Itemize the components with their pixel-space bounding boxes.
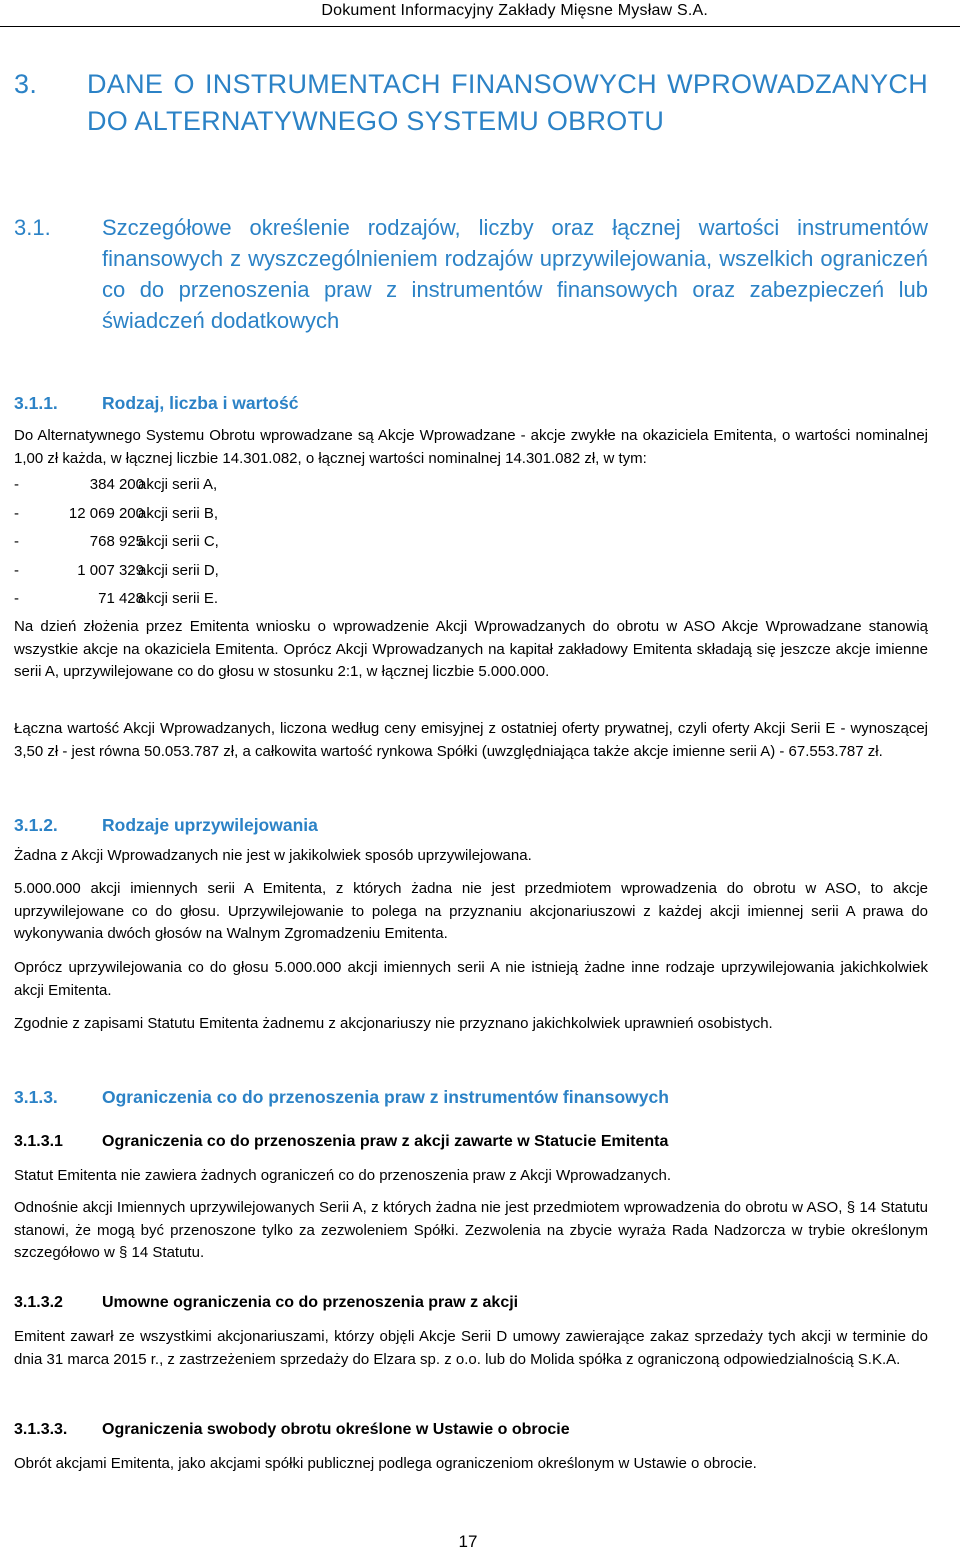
heading-title: Ograniczenia co do przenoszenia praw z instrumentów finansowych [102, 1087, 669, 1107]
heading-title: Rodzaj, liczba i wartość [102, 393, 299, 413]
share-series-label: akcji serii E. [138, 590, 219, 607]
section-title: DANE O INSTRUMENTACH FINANSOWYCH WPROWADZANYCH DO ALTERNATYWNEGO SYSTEMU OBROTU [87, 69, 928, 136]
share-count: 12 069 200 [68, 504, 144, 522]
share-count: 1 007 329 [77, 561, 144, 579]
heading-title: Umowne ograniczenia co do przenoszenia praw z akcji [102, 1294, 519, 1311]
share-series-label: akcji serii D, [138, 561, 219, 579]
subsection-title: Szczegółowe określenie rodzajów, liczby oraz łącznej wartości instrumentów finansowych z wyszczególnieniem rodzajów uprzywilejowania, wszelkich ograniczeń co do przenoszenia praw z instrumentów finansowych oraz zabezpieczeń lub świadczeń dodatkowych [102, 215, 928, 333]
paragraph: Emitent zawarł ze wszystkimi akcjonariuszami, którzy objęli Akcje Serii D umowy zawierające zakaz sprzedaży tych akcji w terminie do dnia 31 marca 2015 r., z zastrzeżeniem sprzedaży do Elzara sp. z o.o. lub do Molida spółka z ograniczoną odpowiedzialnością S.K.A. [14, 1328, 928, 1368]
section-number: 3. [14, 69, 38, 99]
share-series-list [14, 474, 514, 617]
list-item [14, 588, 514, 617]
paragraph: Statut Emitenta nie zawiera żadnych ograniczeń co do przenoszenia praw z Akcji Wprowadzanych. [14, 1167, 672, 1184]
share-count: 71 428 [98, 590, 144, 607]
share-count: 384 200 [89, 476, 144, 493]
list-item [14, 503, 514, 532]
list-item [14, 531, 514, 560]
list-dash: - [14, 590, 19, 607]
paragraph: Łączna wartość Akcji Wprowadzanych, liczona według ceny emisyjnej z ostatniej oferty prywatnej, czyli oferty Akcji Serii E - wynoszącej 3,50 zł - jest równa 50.053.787 zł, a całkowita wartość rynkowa Spółki (uwzględniająca także akcje imienne serii A) - 67.553.787 zł. [14, 720, 928, 760]
list-dash: - [14, 561, 19, 579]
heading-3-1-3 [14, 1085, 928, 1109]
list-item [14, 560, 514, 589]
heading-3-1-3-3 [14, 1419, 928, 1441]
heading-number: 3.1.1. [14, 393, 58, 413]
share-count: 768 925 [89, 533, 144, 550]
paragraph: Na dzień złożenia przez Emitenta wniosku o wprowadzenie Akcji Wprowadzanych do obrotu w ASO Akcje Wprowadzane stanowią wszystkie akcje na okaziciela Emitenta. Oprócz Akcji Wprowadzanych na kapitał zakładowy Emitenta składają się jeszcze akcje imienne serii A, uprzywilejowane co do głosu w stosunku 2:1, w łącznej liczbie 5.000.000. [14, 618, 928, 681]
heading-number: 3.1.2. [14, 815, 58, 835]
heading-3-1-3-1 [14, 1131, 928, 1153]
list-dash: - [14, 504, 19, 522]
paragraph: Żadna z Akcji Wprowadzanych nie jest w jakikolwiek sposób uprzywilejowana. [14, 847, 532, 864]
heading-number: 3.1.3.3. [14, 1421, 68, 1438]
section-heading [14, 66, 928, 140]
heading-3-1-1 [14, 391, 928, 415]
heading-title: Rodzaje uprzywilejowania [102, 815, 318, 835]
paragraph-intro: Do Alternatywnego Systemu Obrotu wprowadzane są Akcje Wprowadzane - akcje zwykłe na okaziciela Emitenta, o wartości nominalnej 1,00 zł każda, w łącznej liczbie 14.301.082, o łącznej wartości nominalnej 14.301.082 zł, w tym: [14, 427, 928, 467]
subsection-heading [14, 212, 928, 336]
share-series-label: akcji serii A, [138, 476, 218, 493]
header-rule [0, 26, 960, 27]
heading-3-1-3-2 [14, 1292, 928, 1314]
subsection-number: 3.1. [14, 215, 51, 240]
share-series-label: akcji serii C, [138, 533, 219, 550]
paragraph: 5.000.000 akcji imiennych serii A Emitenta, z których żadna nie jest przedmiotem wprowadzenia do obrotu w ASO, to akcje uprzywilejowane co do głosu. Uprzywilejowanie to polega na przyznaniu akcjonariuszowi z każdej akcji imiennej serii A prawa do wykonywania dwóch głosów na Walnym Zgromadzeniu Emitenta. [14, 880, 928, 943]
list-dash: - [14, 533, 19, 550]
page-number: 17 [458, 1532, 478, 1551]
heading-title: Ograniczenia swobody obrotu określone w Ustawie o obrocie [102, 1421, 570, 1438]
heading-number: 3.1.3.1 [14, 1133, 63, 1150]
heading-number: 3.1.3.2 [14, 1294, 63, 1311]
paragraph: Obrót akcjami Emitenta, jako akcjami spółki publicznej podlega ograniczeniom określonym w Ustawie o obrocie. [14, 1455, 757, 1472]
heading-title: Ograniczenia co do przenoszenia praw z akcji zawarte w Statucie Emitenta [102, 1133, 669, 1150]
paragraph: Oprócz uprzywilejowania co do głosu 5.000.000 akcji imiennych serii A nie istnieją żadne inne rodzaje uprzywilejowania jakichkolwiek akcji Emitenta. [14, 959, 928, 999]
paragraph: Odnośnie akcji Imiennych uprzywilejowanych Serii A, z których żadna nie jest przedmiotem wprowadzenia do obrotu w ASO, § 14 Statutu stanowi, że mogą być przenoszone tylko za zezwoleniem Spółki. Zezwolenia na zbycie wyraża Rada Nadzorcza w trybie określonym szczegółowo w § 14 Statutu. [14, 1199, 928, 1262]
heading-3-1-2 [14, 813, 928, 837]
share-series-label: akcji serii B, [138, 504, 219, 522]
list-item [14, 474, 514, 503]
heading-number: 3.1.3. [14, 1087, 58, 1107]
list-dash: - [14, 476, 19, 493]
running-header: Dokument Informacyjny Zakłady Mięsne Mysław S.A. [321, 2, 708, 19]
paragraph: Zgodnie z zapisami Statutu Emitenta żadnemu z akcjonariuszy nie przyznano jakichkolwiek uprawnień osobistych. [14, 1015, 773, 1032]
